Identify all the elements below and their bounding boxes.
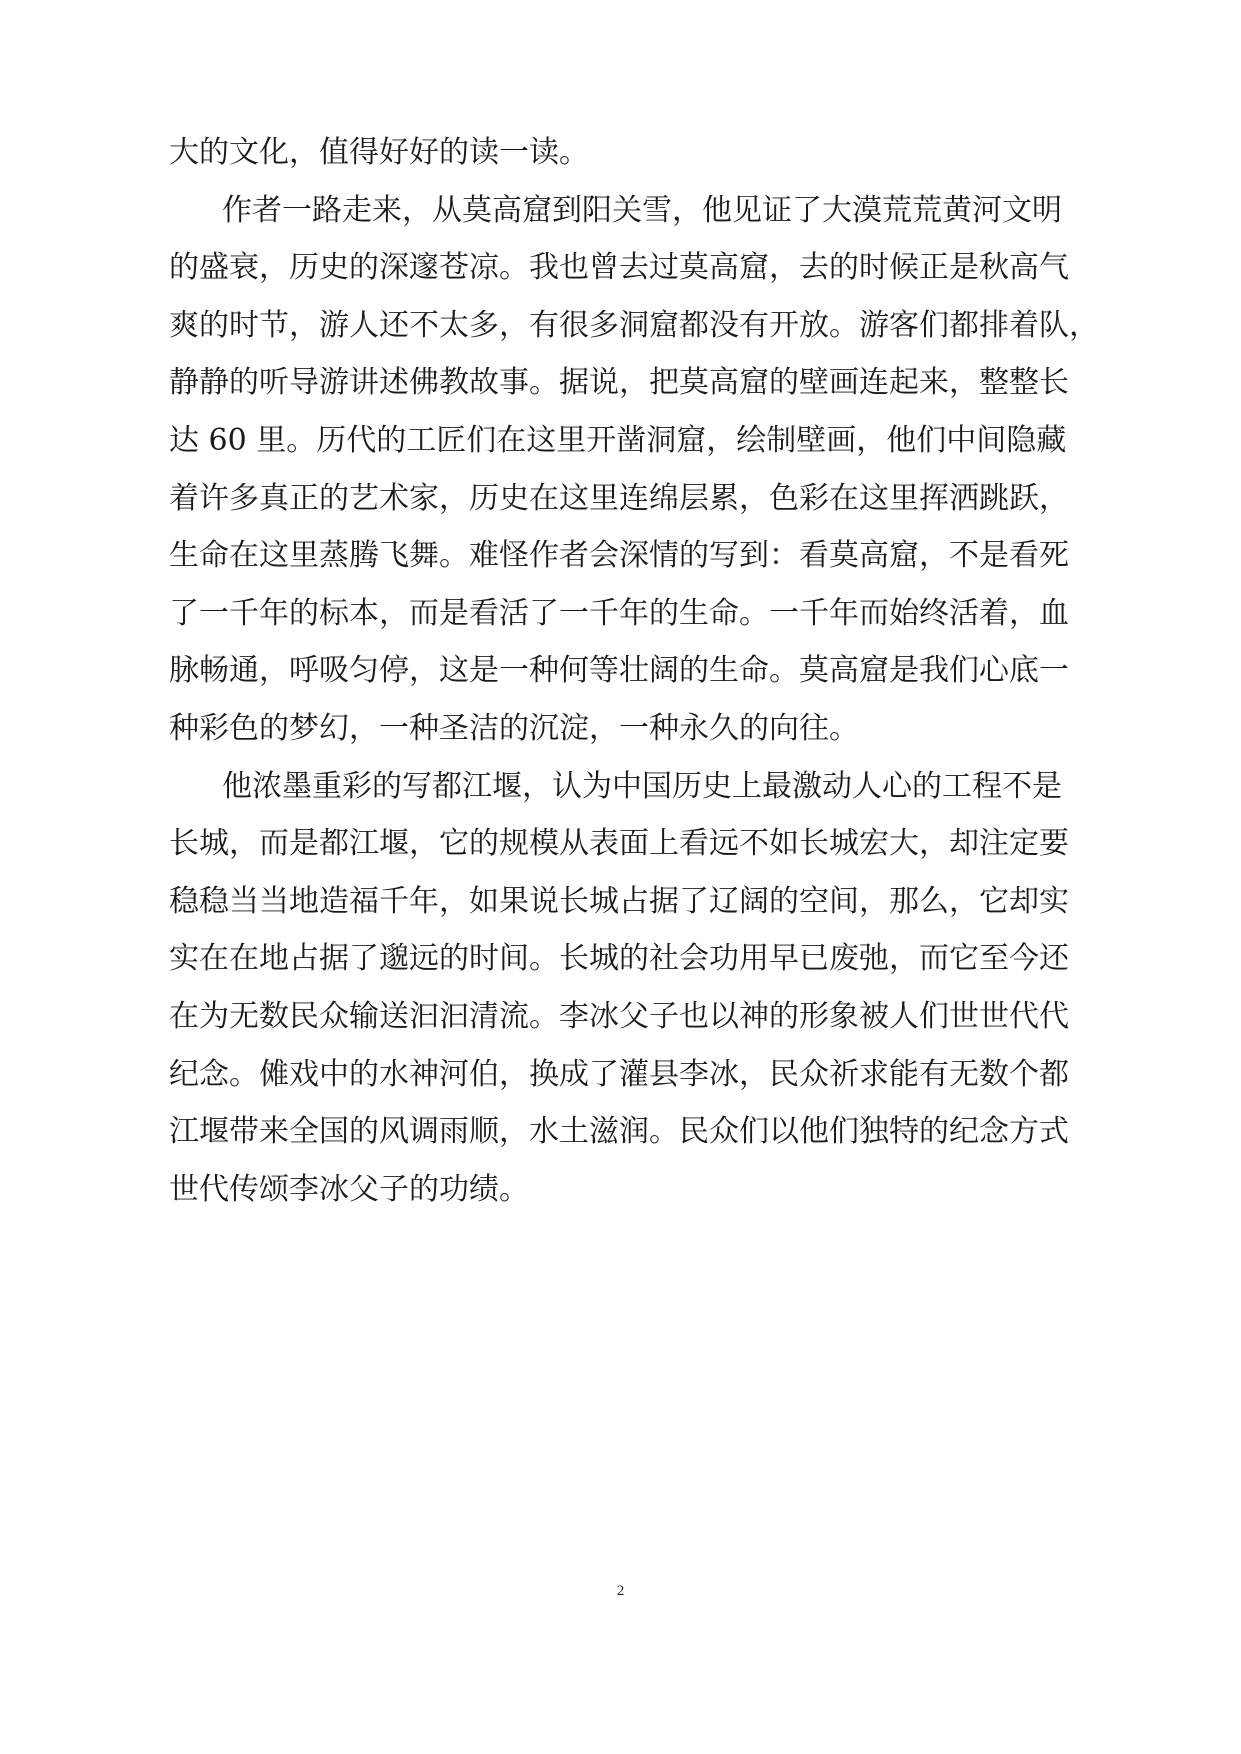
text-line: 实在在地占据了邈远的时间。长城的社会功用早已废弛，而它至今还	[169, 941, 1069, 976]
text-line: 世代传颂李冰父子的功绩。	[169, 1172, 529, 1207]
text-line: 着许多真正的艺术家，历史在这里连绵层累，色彩在这里挥洒跳跃，	[169, 481, 1069, 516]
text-line: 种彩色的梦幻，一种圣洁的沉淀，一种永久的向往。	[169, 711, 859, 746]
text-line: 作者一路走来，从莫高窟到阳关雪，他见证了大漠荒荒黄河文明	[222, 193, 1062, 228]
text-line: 长城，而是都江堰，它的规模从表面上看远不如长城宏大，却注定要	[169, 826, 1069, 861]
text-line: 他浓墨重彩的写都江堰，认为中国历史上最激动人心的工程不是	[222, 769, 1062, 804]
text-line: 在为无数民众输送汩汩清流。李冰父子也以神的形象被人们世世代代	[169, 999, 1069, 1034]
text-line: 生命在这里蒸腾飞舞。难怪作者会深情的写到：看莫高窟，不是看死	[169, 538, 1069, 573]
text-line: 脉畅通，呼吸匀停，这是一种何等壮阔的生命。莫高窟是我们心底一	[169, 653, 1069, 688]
page-number: 2	[616, 1583, 625, 1599]
text-line: 江堰带来全国的风调雨顺，水土滋润。民众们以他们独特的纪念方式	[169, 1114, 1069, 1149]
text-line: 了一千年的标本，而是看活了一千年的生命。一千年而始终活着，血	[169, 596, 1069, 631]
text-line: 达 60 里。历代的工匠们在这里开凿洞窟，绘制壁画，他们中间隐藏	[169, 423, 1067, 458]
text-line: 静静的听导游讲述佛教故事。据说，把莫高窟的壁画连起来，整整长	[169, 365, 1069, 400]
text-line: 爽的时节，游人还不太多，有很多洞窟都没有开放。游客们都排着队，	[169, 308, 1099, 343]
text-line: 稳稳当当地造福千年，如果说长城占据了辽阔的空间，那么，它却实	[169, 884, 1069, 919]
text-line: 大的文化，值得好好的读一读。	[169, 135, 589, 170]
text-line: 纪念。傩戏中的水神河伯，换成了灌县李冰，民众祈求能有无数个都	[169, 1057, 1069, 1092]
text-line: 的盛衰，历史的深邃苍凉。我也曾去过莫高窟，去的时候正是秋高气	[169, 250, 1069, 285]
